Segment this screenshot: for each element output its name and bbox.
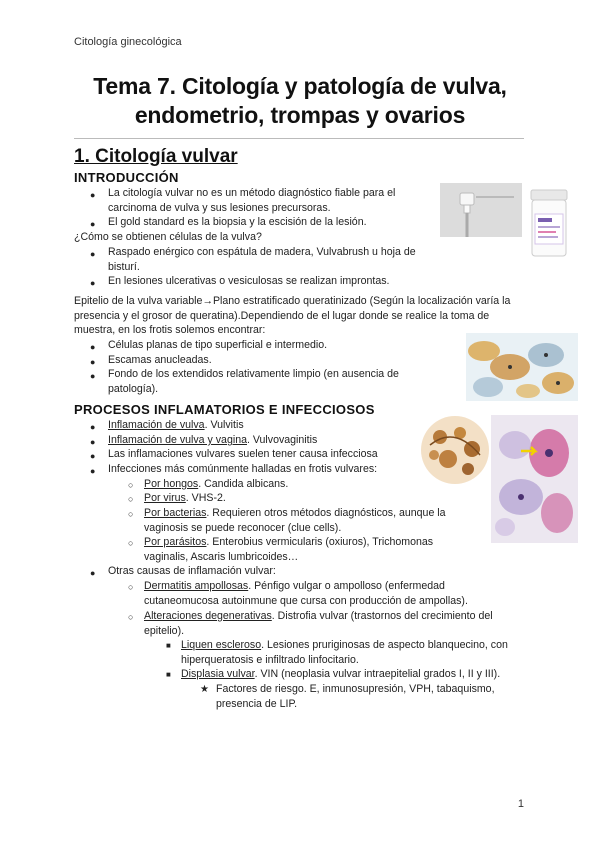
bullet-icon: ●: [90, 190, 96, 200]
bullet-icon: ●: [90, 357, 96, 367]
bullet-icon: ●: [90, 466, 96, 476]
circle-bullet-icon: ○: [128, 494, 134, 504]
para-bullet-1: Células planas de tipo superficial e intermedio.: [108, 339, 328, 351]
bullet-icon: ●: [90, 249, 96, 259]
bullet-icon: ●: [90, 219, 96, 229]
clue-cells-image: [491, 415, 578, 543]
vulvar-smear-image: [466, 333, 578, 401]
star-bullet-icon: ★: [200, 684, 209, 695]
bullet-icon: ●: [90, 278, 96, 288]
section-heading: 1. Citología vulvar: [74, 146, 238, 167]
candida-smear-image: [420, 415, 490, 485]
title-line-1: Tema 7. Citología y patología de vulva,: [93, 73, 507, 99]
bullet-icon: ●: [90, 371, 96, 381]
other-cause-2: Alteraciones degenerativas. Distrofia vulvar (trastornos del crecimiento del epitelio).: [144, 610, 493, 637]
intro-bullet-1: La citología vulvar no es un método diagnóstico fiable para el carcinoma de vulva y sus lesiones precursoras.: [108, 187, 396, 214]
square-bullet-icon: ■: [166, 641, 171, 650]
circle-bullet-icon: ○: [128, 612, 134, 622]
intro-heading: INTRODUCCIÓN: [74, 170, 179, 185]
vulvabrush-image: [440, 183, 522, 237]
sample-container-image: [529, 188, 569, 258]
question-text: ¿Cómo se obtienen células de la vulva?: [74, 231, 262, 243]
circle-bullet-icon: ○: [128, 582, 134, 592]
proceso-item-5: Otras causas de inflamación vulvar:: [108, 565, 276, 577]
infection-item-3: Por bacterias. Requieren otros métodos diagnósticos, aunque la vaginosis se puede reconocer (clue cells).: [144, 507, 446, 534]
proceso-item-2: Inflamación de vulva y vagina. Vulvovaginitis: [108, 434, 318, 446]
circle-bullet-icon: ○: [128, 538, 134, 548]
title-divider: [74, 138, 524, 139]
infection-item-2: Por virus. VHS-2.: [144, 492, 226, 504]
procesos-heading: PROCESOS INFLAMATORIOS E INFECCIOSOS: [74, 402, 375, 417]
question-bullet-1: Raspado enérgico con espátula de madera, Vulvabrush u hoja de bisturí.: [108, 246, 416, 273]
bullet-icon: ●: [90, 342, 96, 352]
intro-bullet-2: El gold standard es la biopsia y la escisión de la lesión.: [108, 216, 367, 228]
question-bullet-2: En lesiones ulcerativas o vesiculosas se realizan improntas.: [108, 275, 390, 287]
degenerative-item-2: Displasia vulvar. VIN (neoplasia vulvar intraepitelial grados I, II y III).: [181, 668, 501, 680]
para-bullet-2: Escamas anucleadas.: [108, 354, 212, 366]
circle-bullet-icon: ○: [128, 509, 134, 519]
epithelium-paragraph: Epitelio de la vulva variable→Plano estratificado queratinizado (Según la localización varía la presencia y el grosor de queratina).Dependiendo de el lugar donde se realice la toma de muestra, en los frotis solemos encontrar:: [74, 295, 511, 336]
bullet-icon: ●: [90, 568, 96, 578]
page-number: 1: [517, 798, 524, 810]
proceso-item-3: Las inflamaciones vulvares suelen tener causa infecciosa: [108, 448, 378, 460]
risk-factors: Factores de riesgo. E, inmunosupresión, VPH, tabaquismo, presencia de LIP.: [216, 683, 495, 710]
infection-item-1: Por hongos. Candida albicans.: [144, 478, 289, 490]
page-title: [60, 72, 540, 130]
proceso-item-1: Inflamación de vulva. Vulvitis: [108, 419, 244, 431]
title-line-2: endometrio, trompas y ovarios: [134, 102, 466, 128]
proceso-item-4: Infecciones más comúnmente halladas en frotis vulvares:: [108, 463, 378, 475]
other-cause-1: Dermatitis ampollosas. Pénfigo vulgar o ampolloso (enfermedad cutaneomucosa autoinmune que cursa con producción de ampollas).: [144, 580, 468, 607]
bullet-icon: ●: [90, 437, 96, 447]
bullet-icon: ●: [90, 451, 96, 461]
bullet-icon: ●: [90, 422, 96, 432]
circle-bullet-icon: ○: [128, 480, 134, 490]
document-header: Citología ginecológica: [74, 36, 182, 48]
degenerative-item-1: Liquen escleroso. Lesiones pruriginosas de aspecto blanquecino, con hiperqueratosis e infiltrado linfocitario.: [181, 639, 508, 666]
square-bullet-icon: ■: [166, 670, 171, 679]
para-bullet-3: Fondo de los extendidos relativamente limpio (en ausencia de patología).: [108, 368, 399, 395]
infection-item-4: Por parásitos. Enterobius vermicularis (oxiuros), Trichomonas vaginalis, Ascaris lumbricoides…: [144, 536, 434, 563]
